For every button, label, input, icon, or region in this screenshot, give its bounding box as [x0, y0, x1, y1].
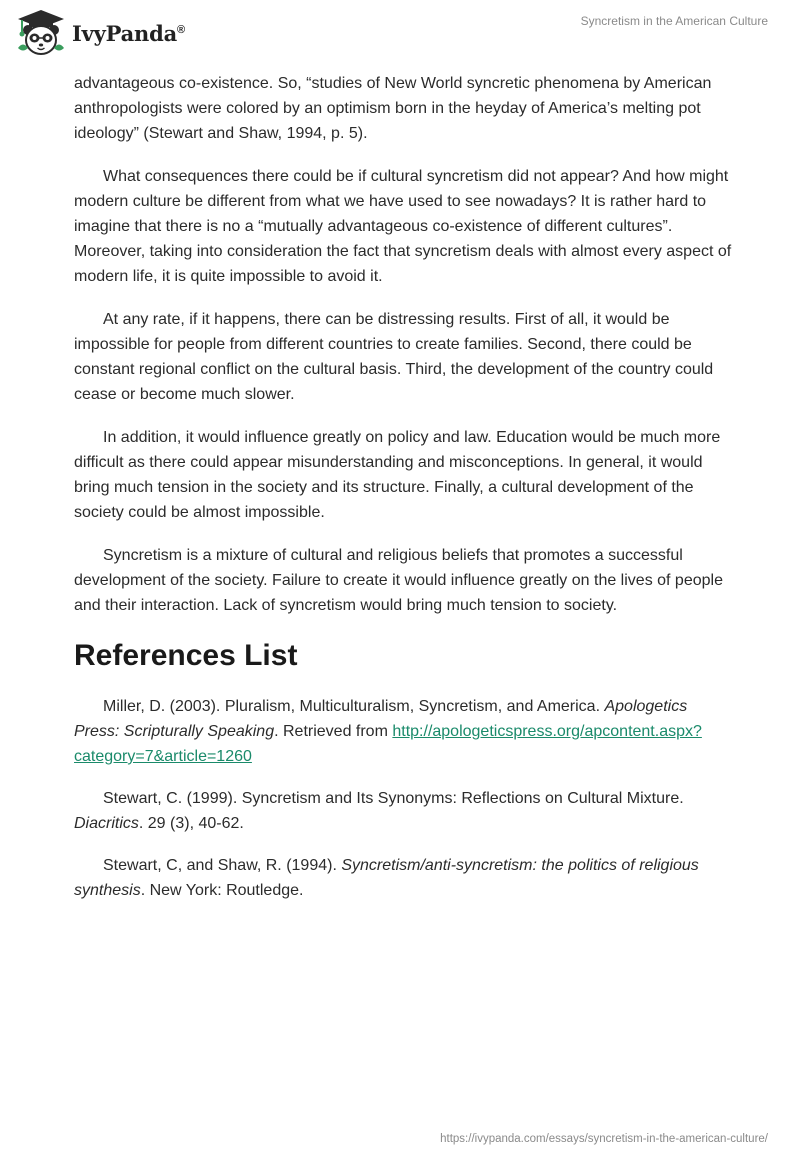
reference-source-title: Apologetics Press: Scripturally Speaking [74, 698, 688, 740]
page-header [0, 0, 800, 70]
reference-link[interactable]: http://apologeticspress.org/apcontent.aspx?category=7&article=1260 [74, 723, 702, 765]
reference-item [74, 786, 734, 836]
reference-item [74, 694, 734, 769]
reference-text: . Retrieved from [274, 723, 393, 740]
registered-mark: ® [177, 23, 185, 36]
paragraph: At any rate, if it happens, there can be distressing results. First of all, it would be impossible for people from different countries to create families. Second, there could be constant regional conflict on the cultural basis. Third, the development of the country could cease or become much slower. [74, 311, 714, 403]
paragraph: In addition, it would influence greatly on policy and law. Education would be much more difficult as there could appear misunderstanding and misconceptions. In general, it would bring much tension in the society and its structure. Finally, a cultural development of the society could be almost impossible. [74, 429, 721, 521]
logo-wordmark [72, 21, 185, 46]
panda-graduate-icon [14, 8, 68, 58]
paragraph: Syncretism is a mixture of cultural and religious beliefs that promotes a successful development of the society. Failure to create it would influence greatly on the lives of people and their interaction. Lack of syncretism would bring much tension to society. [74, 547, 723, 614]
logo-text: IvyPanda [72, 20, 178, 46]
ivypanda-logo[interactable] [14, 8, 185, 58]
paragraph: What consequences there could be if cultural syncretism did not appear? And how might modern culture be different from what we have used to see nowadays? It is rather hard to imagine that there is no a “mutually advantageous co-existence of different cultures”. Moreover, taking into consideration the fact that syncretism deals with almost every aspect of modern life, it is quite impossible to avoid it. [74, 168, 732, 285]
reference-text: . New York: Routledge. [140, 882, 304, 899]
running-title: Syncretism in the American Culture [580, 14, 768, 28]
essay-content [74, 71, 734, 920]
reference-item [74, 853, 734, 903]
reference-text: . 29 (3), 40-62. [138, 815, 244, 832]
paragraph: advantageous co-existence. So, “studies of New World syncretic phenomena by American anthropologists were colored by an optimism born in the heyday of America’s melting pot ideology” (Stewart and Shaw, 1994, p. 5). [74, 75, 712, 142]
reference-source-title: Syncretism/anti-syncretism: the politics of religious synthesis [74, 857, 699, 899]
reference-source-title: Diacritics [74, 815, 139, 832]
reference-text: Stewart, C. (1999). Syncretism and Its Synonyms: Reflections on Cultural Mixture. [103, 790, 684, 807]
reference-text: Miller, D. (2003). Pluralism, Multiculturalism, Syncretism, and America. [103, 698, 605, 715]
source-url: https://ivypanda.com/essays/syncretism-in-the-american-culture/ [440, 1133, 768, 1145]
reference-text: Stewart, C, and Shaw, R. (1994). [103, 857, 342, 874]
references-heading: References List [74, 639, 298, 672]
